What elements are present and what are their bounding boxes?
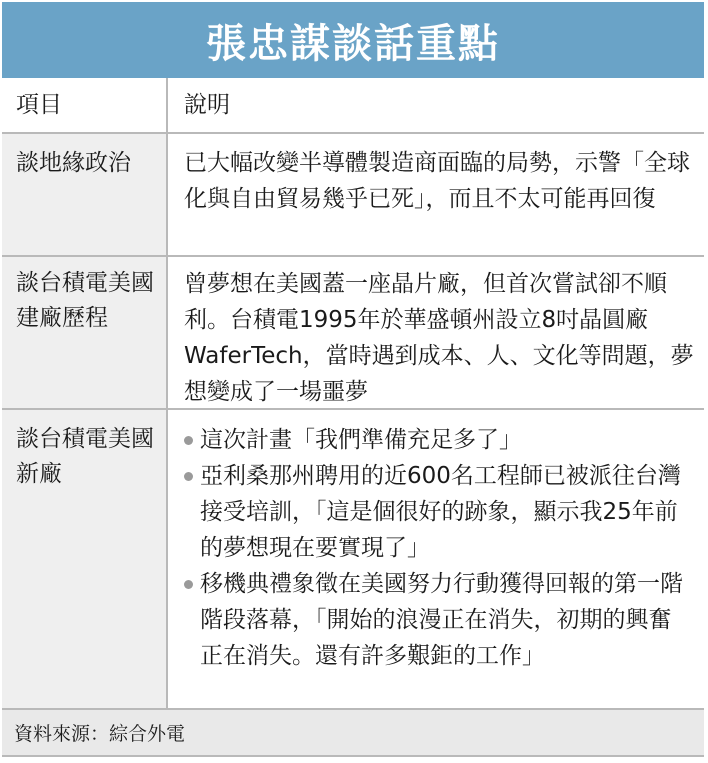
row-item-label: 談地緣政治: [2, 134, 168, 255]
bullet-icon: [184, 472, 193, 481]
table-header: [2, 78, 704, 134]
bullet-list: [184, 422, 694, 674]
table-row: [2, 257, 704, 410]
header-desc-label: 說明: [168, 78, 704, 132]
bullet-text: 這次計畫「我們準備充足多了」: [200, 427, 522, 453]
bullet-icon: [184, 436, 193, 445]
bullet-icon: [184, 580, 193, 589]
row-description: 已大幅改變半導體製造商面臨的局勢，示警「全球化與自由貿易幾乎已死」，而且不太可能再回復: [168, 134, 704, 255]
table-row: [2, 410, 704, 710]
title-bar: [2, 2, 704, 78]
row-description: 曾夢想在美國蓋一座晶片廠，但首次嘗試卻不順利。台積電1995年於華盛頓州設立8吋晶圓廠WaferTech，當時遇到成本、人、文化等問題，夢想變成了一場噩夢: [168, 257, 704, 408]
row-description: [168, 410, 704, 708]
row-item-label: 談台積電美國建廠歷程: [2, 257, 168, 408]
source-note: 資料來源：綜合外電: [2, 710, 704, 757]
bullet-text: 移機典禮象徵在美國努力行動獲得回報的第一階階段落幕，「開始的浪漫正在消失，初期的興奮正在消失。還有許多艱鉅的工作」: [200, 571, 683, 669]
list-item: [184, 566, 694, 674]
table-row: [2, 134, 704, 257]
header-item-label: 項目: [2, 78, 168, 132]
page-title: 張忠謀談話重點: [206, 20, 500, 67]
bullet-text: 亞利桑那州聘用的近600名工程師已被派往台灣接受培訓，「這是個很好的跡象，顯示我25年前的夢想現在要實現了」: [200, 463, 681, 561]
row-item-label: 談台積電美國新廠: [2, 410, 168, 708]
list-item: [184, 422, 694, 458]
summary-card: [2, 2, 704, 757]
list-item: [184, 458, 694, 566]
